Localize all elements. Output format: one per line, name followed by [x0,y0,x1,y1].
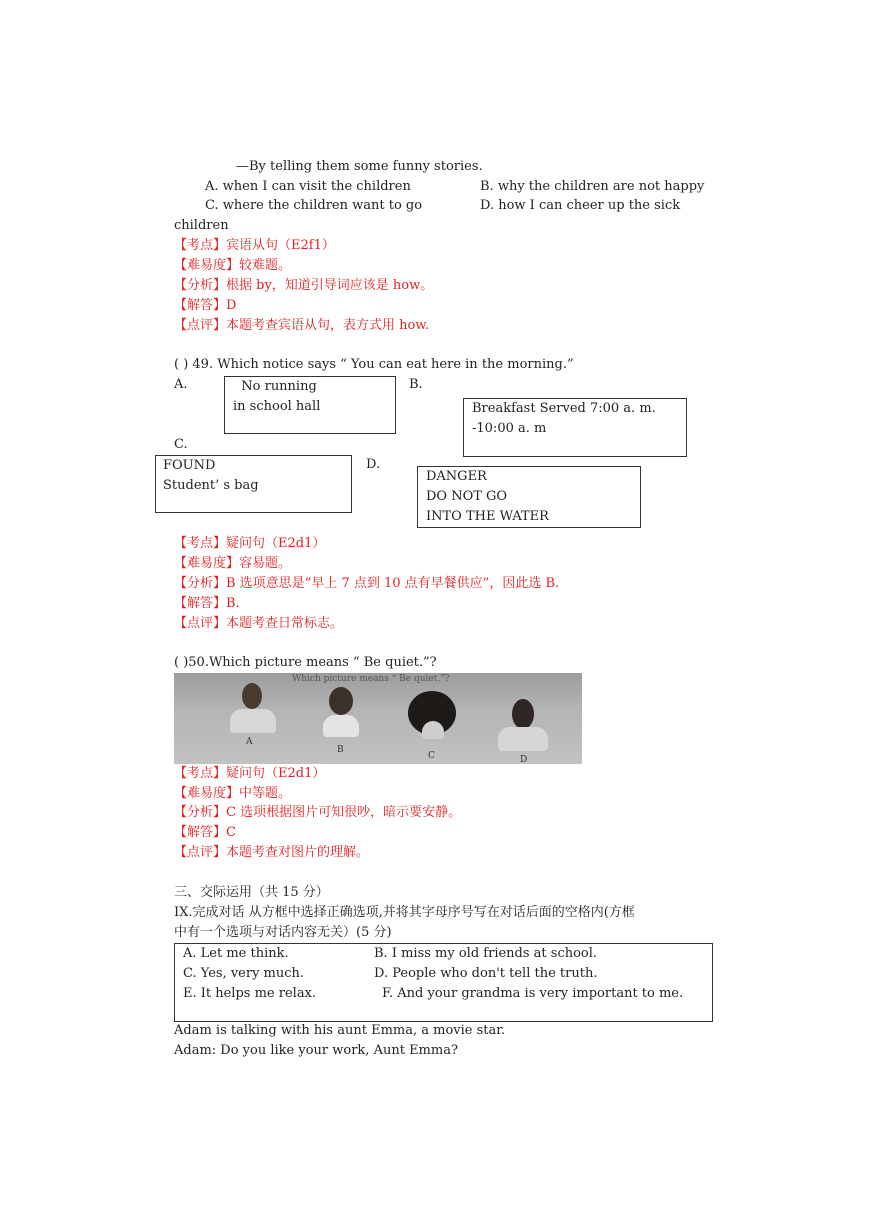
q48-kaodian: 【考点】宾语从句（E2f1） [174,238,335,253]
q49-label-a: A. [174,377,188,392]
q48-fenxi: 【分析】根据 by，知道引导词应该是 how。 [174,278,434,293]
photo-label-a: A [246,737,253,747]
photo-label-d: D [520,755,528,764]
dialogue-intro: Adam is talking with his aunt Emma, a movie star. [174,1023,506,1038]
q49-nandu: 【难易度】容易题。 [174,556,292,571]
q48-option-d-wrap: children [174,218,229,233]
person-c-body [422,721,444,739]
q49-kaodian: 【考点】疑问句（E2d1） [174,536,326,551]
q50-photo [174,673,582,764]
q48-nandu: 【难易度】较难题。 [174,258,292,273]
notice-c-line: FOUND [163,458,216,473]
notice-a-box [224,376,396,434]
photo-label-c: C [428,751,435,761]
option-c: C. Yes, very much. [183,966,305,981]
notice-c-box [155,455,352,513]
person-b [319,687,369,759]
notice-d-line: INTO THE WATER [426,509,549,524]
q49-label-b: B. [409,377,423,392]
q48-option-c: C. where the children want to go [205,198,423,213]
section3-instruction: 中有一个选项与对话内容无关）(5 分) [174,925,392,940]
dialogue-line: Adam: Do you like your work, Aunt Emma? [174,1043,458,1058]
q49-dianping: 【点评】本题考查日常标志。 [174,616,344,631]
q50-question: ( )50.Which picture means “ Be quiet.”? [174,655,437,670]
person-b-body [323,715,359,737]
option-a: A. Let me think. [183,946,289,961]
q48-option-b: B. why the children are not happy [480,179,705,194]
photo-label-b: B [337,745,344,755]
notice-d-line: DO NOT GO [426,489,508,504]
option-e: E. It helps me relax. [183,986,317,1001]
person-c [406,691,462,763]
q50-dianping: 【点评】本题考查对图片的理解。 [174,845,370,860]
section3-instruction: IX.完成对话 从方框中选择正确选项,并将其字母序号写在对话后面的空格内(方框 [174,905,635,920]
person-b-head [329,687,353,715]
person-d [492,699,552,764]
q49-label-c: C. [174,437,188,452]
notice-c-line: Student’ s bag [163,478,259,493]
person-d-head [512,699,534,729]
person-a [224,683,284,753]
notice-a-line: in school hall [233,399,321,414]
person-a-head [242,683,262,709]
q48-answer-line: —By telling them some funny stories. [236,159,483,174]
q49-question: ( ) 49. Which notice says “ You can eat here in the morning.” [174,357,574,372]
notice-a-line: No running [233,379,317,394]
q50-kaodian: 【考点】疑问句（E2d1） [174,766,326,781]
notice-b-box [463,398,687,457]
person-d-body [498,727,548,751]
q48-option-a: A. when I can visit the children [205,179,411,194]
option-b: B. I miss my old friends at school. [374,946,598,961]
notice-d-line: DANGER [426,469,487,484]
q48-jieda: 【解答】D [174,298,237,313]
notice-b-line: -10:00 a. m [472,421,547,436]
photo-caption: Which picture means “ Be quiet.”? [292,674,450,684]
q49-label-d: D. [366,457,381,472]
q50-jieda: 【解答】C [174,825,236,840]
q48-dianping: 【点评】本题考查宾语从句，表方式用 how. [174,318,430,333]
q50-fenxi: 【分析】C 选项根据图片可知很吵，暗示要安静。 [174,805,462,820]
option-d: D. People who don't tell the truth. [374,966,598,981]
q49-fenxi: 【分析】B 选项意思是“早上 7 点到 10 点有早餐供应”，因此选 B. [174,576,560,591]
option-f: F. And your grandma is very important to me. [382,986,684,1001]
q50-nandu: 【难易度】中等题。 [174,786,292,801]
person-a-body [230,709,276,733]
options-box [174,943,713,1022]
section3-heading: 三、交际运用（共 15 分） [174,885,329,900]
q48-option-d: D. how I can cheer up the sick [480,198,681,213]
notice-d-box [417,466,641,528]
notice-b-line: Breakfast Served 7:00 a. m. [472,401,656,416]
q49-jieda: 【解答】B. [174,596,240,611]
